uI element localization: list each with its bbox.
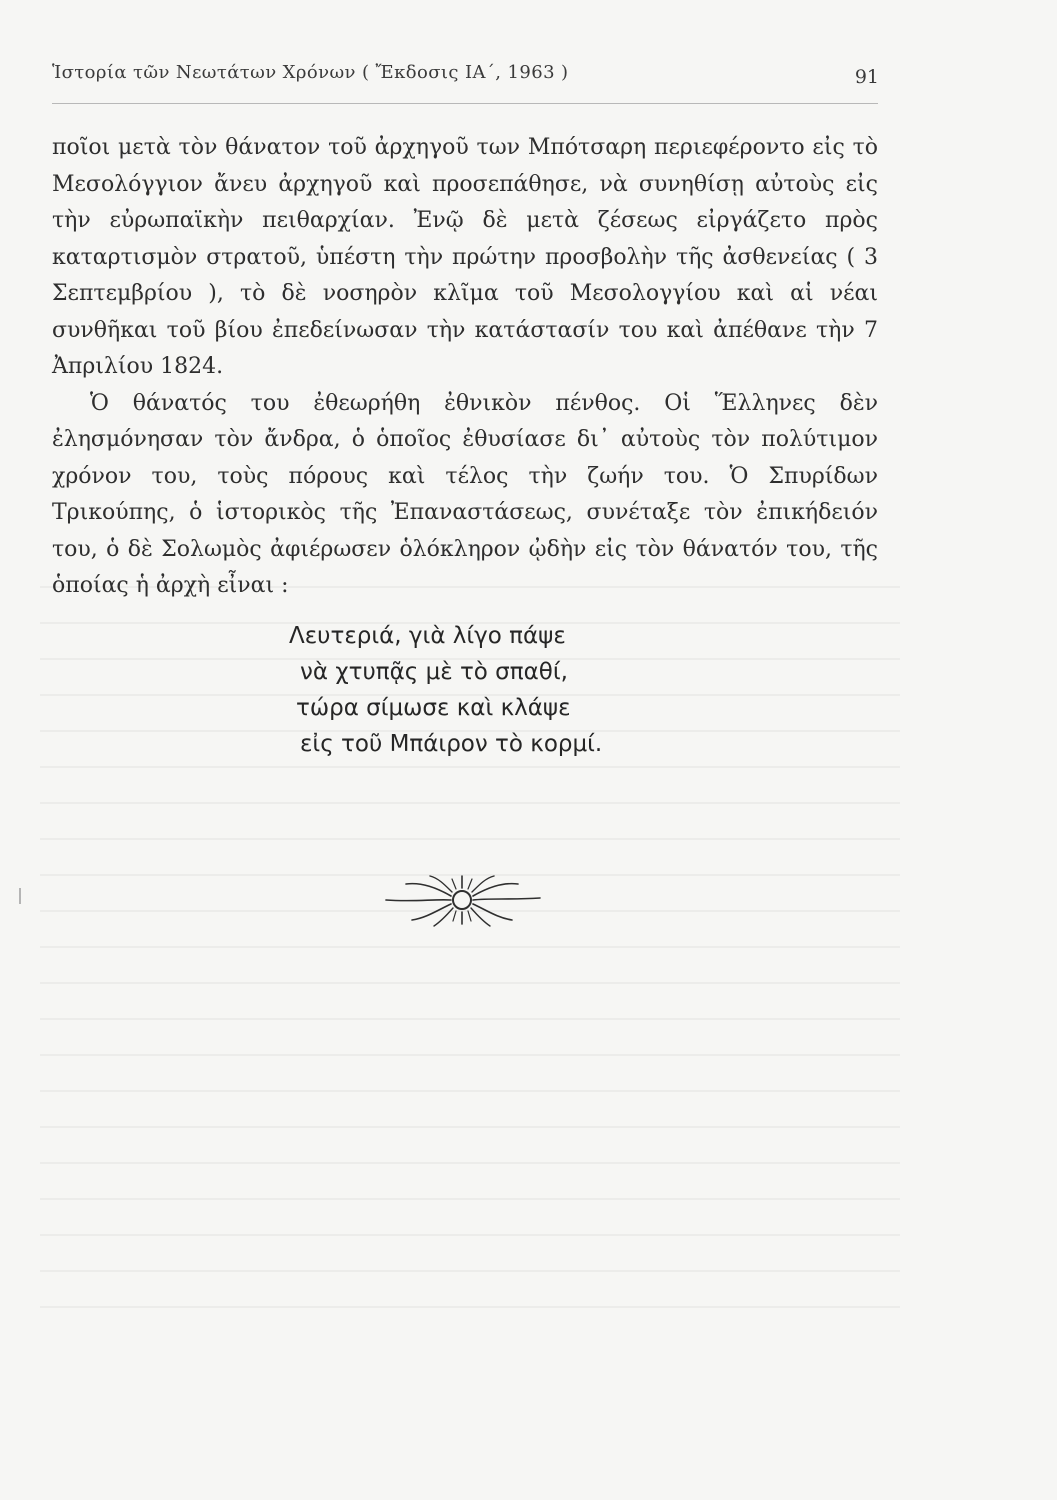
sun-ornament-icon: [382, 866, 546, 932]
paragraph: Ὁ θάνατός του ἐθεωρήθη ἐθνικὸν πένθος. Οἱ Ἕλληνες δὲν ἐλησμόνησαν τὸν ἄνδρα, ὁ ὁποῖος ἐθυσίασε δι᾽ αὐτοὺς τὸν πολύτιμον χρόνον του, τοὺς πόρους καὶ τέλος τὴν ζωήν του. Ὁ Σπυρίδων Τρικούπης, ὁ ἱστορικὸς τῆς Ἐπαναστάσεως, συνέταξε τὸν ἐπικήδειόν του, ὁ δὲ Σολωμὸς ἀφιέρωσεν ὁλόκληρον ᾠδὴν εἰς τὸν θάνατόν του, τῆς ὁποίας ἡ ἀρχὴ εἶναι :: [52, 390, 878, 598]
page-number: 91: [854, 66, 879, 88]
poem-line: τώρα σίμωσε καὶ κλάψε: [296, 695, 571, 721]
poem-line: νὰ χτυπᾷς μὲ τὸ σπαθί,: [300, 659, 568, 685]
header-rule: [52, 103, 878, 104]
poem-excerpt: [288, 618, 602, 762]
poem-line: Λευτεριά, γιὰ λίγο πάψε: [289, 623, 566, 649]
poem-line: εἰς τοῦ Μπάιρον τὸ κορμί.: [300, 731, 603, 757]
running-title: Ἱστορία τῶν Νεωτάτων Χρόνων ( Ἔκδοσις ΙΑ΄, 1963 ): [52, 62, 569, 83]
margin-mark: [19, 888, 21, 904]
paragraph: ποῖοι μετὰ τὸν θάνατον τοῦ ἀρχηγοῦ των Μπότσαρη περιεφέροντο εἰς τὸ Μεσολόγγιον ἄνευ ἀρχηγοῦ καὶ προσεπάθησε, νὰ συνηθίσῃ αὐτοὺς εἰς τὴν εὐρωπαϊκὴν πειθαρχίαν. Ἐνῷ δὲ μετὰ ζέσεως εἰργάζετο πρὸς καταρτισμὸν στρατοῦ, ὑπέστη τὴν πρώτην προσβολὴν τῆς ἀσθενείας ( 3 Σεπτεμβρίου ), τὸ δὲ νοσηρὸν κλῖμα τοῦ Μεσολογγίου καὶ αἱ νέαι συνθῆκαι τοῦ βίου ἐπεδείνωσαν τὴν κατάστασίν του καὶ ἀπέθανε τὴν 7 Ἀπριλίου 1824.: [52, 135, 878, 379]
body-text: [52, 130, 878, 605]
